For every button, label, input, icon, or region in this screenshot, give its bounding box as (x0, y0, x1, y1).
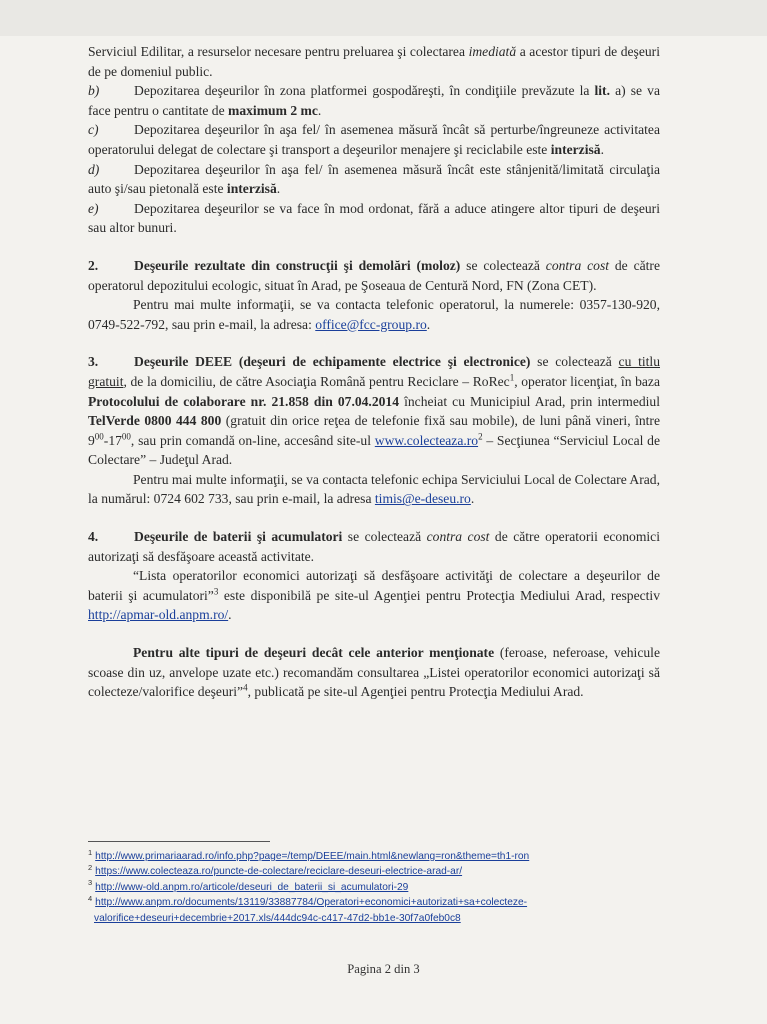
scan-top-edge (0, 0, 767, 36)
item-e: e) Depozitarea deşeurilor se va face în mod ordonat, fără a aduce atingere altor tipuri de deşeuri sau altor bunuri. (88, 200, 660, 236)
footnote-ref: 3 (213, 586, 219, 597)
section-3: 3. Deşeurile DEEE (deşeuri de echipamente electrice şi electronice) se colectează cu titlu gratuit, de la domiciliu, de către Asociaţia Română pentru Reciclare – RoRec$^1$, operator licenţiat, în baza Protocolului de colaborare nr. 21.858 din 07.04.2014 încheiat cu Municipiul Arad, prin intermediul TelVerde 0800 444 800 (gratuit din orice reţea de telefonie fixă sau mobile), de luni până vineri, între $9^{00}-17^{00}$, sau prin comandă on-line, accesând site-ul $www.colecteaza.ro^2$ – Secţiunea “Serviciul Local de Colectare” – Judeţul Arad. (88, 354, 661, 468)
item-label: c) (88, 122, 99, 138)
section-4: 4. Deşeurile de baterii şi acumulatori se colectează contra cost de către operatorii economici autorizaţi să desfăşoare această activitate. (88, 529, 660, 564)
section-3-contact: Pentru mai multe informaţii, se va contacta telefonic echipa Serviciului Local de Colectare Arad, la numărul: 0724 602 733, sau prin e-mail, la adresa timis@e-deseu.ro. (88, 471, 660, 507)
footnotes (88, 849, 648, 926)
footnote-link[interactable]: valorifice+deseuri+decembrie+2017.xls/444dc94c-c417-47d2-bb1e-30f7a0feb0c8 (94, 912, 461, 924)
item-c: c) Depozitarea deşeurilor în aşa fel/ în asemenea măsură încât să perturbe/îngreuneze activitatea operatorului delegat de colectare şi transport a deşeurilor menajere şi reciclabile este interzisă. (88, 122, 660, 157)
footnote-ref: 2 (478, 431, 483, 442)
footnote-1: $^1$ http://www.primariaarad.ro/info.php?page=/temp/DEEE/main.html&newlang=ron&theme=th1-ron (88, 847, 530, 862)
section-other-waste: Pentru alte tipuri de deşeuri decât cele anterior menţionate (feroase, neferoase, vehicule scoase din uz, anvelope uzate etc.) recomandăm consultarea „Listei operatorilor economici autorizaţi să colecteze/valorifice deşeuri”$^4$, publicată pe site-ul Agenţiei pentru Protecţia Mediului Arad. (88, 645, 660, 700)
footnote-divider (88, 841, 270, 842)
item-d: d) Depozitarea deşeurilor în aşa fel/ în asemenea măsură încât este stânjenită/limitată circulaţia auto şi/sau pietonală este interzisă. (88, 161, 660, 197)
section-2-contact: Pentru mai multe informaţii, se va contacta telefonic operatorul, la numerele: 0357-130-920, 0749-522-792, sau prin e-mail, la adresa: office@fcc-group.ro. (88, 297, 660, 332)
footnote-link[interactable]: http://www.anpm.ro/documents/13119/33887784/Operatori+economici+autorizati+sa+colecteze- (95, 897, 528, 909)
section-number: 4. (88, 529, 99, 545)
intro-paragraph: Serviciul Edilitar, a resurselor necesare pentru preluarea şi colectarea imediată a acestor tipuri de deşeuri de pe domeniul public. (88, 44, 660, 79)
section-2: 2. Deşeurile rezultate din construcţii şi demolări (moloz) se colectează contra cost de către operatorul depozitului ecologic, situat în Arad, pe Şoseaua de Centură Nord, FN (Zona CET). (88, 257, 660, 293)
footnote-ref: 4 (243, 682, 248, 693)
link-apmar[interactable]: http://apmar-old.anpm.ro/ (88, 607, 229, 623)
item-label: e) (88, 200, 99, 216)
footnote-4: $^4$ http://www.anpm.ro/documents/13119/33887784/Operatori+economici+autorizati+sa+colecteze- (88, 893, 528, 909)
page-number: Pagina 2 din 3 (347, 962, 420, 976)
email-link-fcc[interactable]: office@fcc-group.ro (315, 316, 427, 332)
document-body (88, 42, 660, 702)
item-label: d) (88, 161, 100, 177)
item-b: b) Depozitarea deşeurilor în zona platformei gospodăreşti, în condiţiile prevăzute la lit. a) se va face pentru o cantitate de maximum 2 mc. (88, 83, 660, 118)
footnote-4-continued (88, 911, 648, 926)
footnote-3: $^3$ http://www-old.anpm.ro/articole/deseuri_de_baterii_si_acumulatori-29 (88, 878, 409, 893)
section-number: 3. (88, 354, 99, 370)
item-label: b) (88, 83, 100, 99)
link-colecteaza[interactable]: www.colecteaza.ro (374, 432, 479, 448)
footnote-link[interactable]: http://www.primariaarad.ro/info.php?page=/temp/DEEE/main.html&newlang=ron&theme=th1-ron (95, 851, 530, 862)
footnote-2: $^2$ https://www.colecteaza.ro/puncte-de-colectare/reciclare-deseuri-electrice-arad-ar/ (88, 863, 463, 878)
footnote-link[interactable]: https://www.colecteaza.ro/puncte-de-colectare/reciclare-deseuri-electrice-arad-ar/ (95, 866, 463, 878)
footnote-ref: 1 (509, 372, 515, 383)
section-number: 2. (88, 257, 99, 273)
section-4-list: “Lista operatorilor economici autorizaţi să desfăşoare activităţi de colectare a deşeurilor de baterii şi acumulatori”$^3$ este disponibilă pe site-ul Agenţiei pentru Protecţia Mediului Arad, respectiv http://apmar-old.anpm.ro/. (88, 568, 660, 623)
footnote-link[interactable]: http://www-old.anpm.ro/articole/deseuri_de_baterii_si_acumulatori-29 (95, 881, 409, 893)
email-link-edeseu[interactable]: timis@e-deseu.ro (374, 491, 471, 507)
